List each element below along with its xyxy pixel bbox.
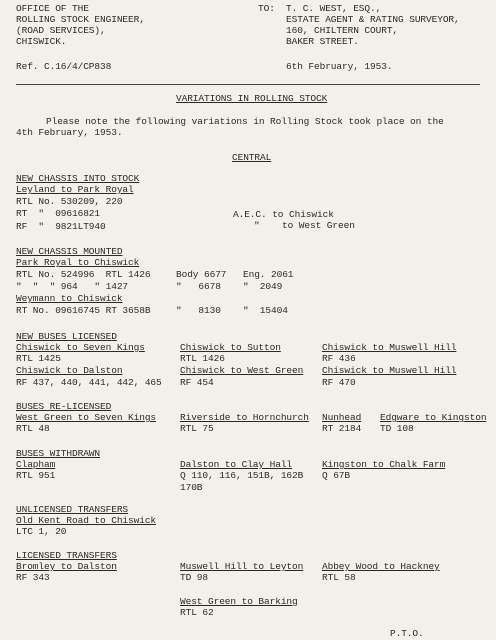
route-label: Muswell Hill to Leyton [180, 561, 304, 572]
route-label: Chiswick to West Green [180, 365, 304, 376]
route-label: Nunhead [322, 412, 362, 423]
vehicle-line: RT " 09616821 [16, 208, 101, 219]
to-line-3: 160, CHILTERN COURT, [286, 25, 399, 36]
from-line-3: (ROAD SERVICES), [16, 25, 106, 36]
route-label: Bromley to Dalston [16, 561, 117, 572]
vehicle-line: RF 437, 440, 441, 442, 465 [16, 377, 162, 388]
section-heading: BUSES RE-LICENSED [16, 401, 112, 412]
section-heading: BUSES WITHDRAWN [16, 448, 101, 459]
vehicle-line: RTL 62 [180, 607, 214, 618]
please-turn-over: P.T.O. [390, 628, 424, 639]
destination-note: " to West Green [254, 220, 355, 231]
vehicle-line: RTL 1425 [16, 353, 61, 364]
from-line-1: OFFICE OF THE [16, 3, 89, 14]
route-label: West Green to Barking [180, 596, 298, 607]
vehicle-line: Q 67B [322, 470, 351, 481]
header-rule [16, 84, 480, 85]
route-label: Old Kent Road to Chiswick [16, 515, 157, 526]
vehicle-line: " " " 964 " 1427 [16, 281, 129, 292]
vehicle-line: RF 454 [180, 377, 214, 388]
engine-number: " 15404 [243, 305, 288, 316]
to-label: TO: [258, 3, 275, 14]
section-heading: UNLICENSED TRANSFERS [16, 504, 129, 515]
route-label: Chiswick to Sutton [180, 342, 281, 353]
route-label: Chiswick to Dalston [16, 365, 123, 376]
destination-note: A.E.C. to Chiswick [233, 209, 334, 220]
vehicle-line: RT No. 09616745 RT 3658B [16, 305, 151, 316]
vehicle-line: RT 2184 [322, 423, 362, 434]
vehicle-line: TD 98 [180, 572, 209, 583]
body-number: " 8130 [176, 305, 221, 316]
intro-line-1: Please note the following variations in Rolling Stock took place on the [46, 116, 444, 127]
route-label: Clapham [16, 459, 56, 470]
route-label: Park Royal to Chiswick [16, 257, 140, 268]
vehicle-line: RTL 75 [180, 423, 214, 434]
vehicle-line: RTL 951 [16, 470, 56, 481]
engine-number: Eng. 2061 [243, 269, 294, 280]
route-label: Abbey Wood to Hackney [322, 561, 440, 572]
route-label: Chiswick to Muswell Hill [322, 342, 457, 353]
to-line-4: BAKER STREET. [286, 36, 359, 47]
vehicle-line: RTL No. 524996 RTL 1426 [16, 269, 151, 280]
vehicle-line: TD 108 [380, 423, 414, 434]
vehicle-line: RF 436 [322, 353, 356, 364]
vehicle-line: RF 343 [16, 572, 50, 583]
body-number: Body 6677 [176, 269, 227, 280]
vehicle-line: RTL 1426 [180, 353, 225, 364]
route-label: Chiswick to Seven Kings [16, 342, 145, 353]
vehicle-line: RTL 48 [16, 423, 50, 434]
intro-line-2: 4th February, 1953. [16, 127, 123, 138]
route-label: Kingston to Chalk Farm [322, 459, 446, 470]
vehicle-line: RTL No. 530209, 220 [16, 196, 123, 207]
section-heading: LICENSED TRANSFERS [16, 550, 117, 561]
route-label: Weymann to Chiswick [16, 293, 123, 304]
vehicle-line: Q 110, 116, 151B, 162B [180, 470, 304, 481]
reference: Ref. C.16/4/CP838 [16, 61, 112, 72]
route-label: Leyland to Park Royal [16, 184, 134, 195]
from-line-4: CHISWICK. [16, 36, 67, 47]
vehicle-line: RF " 9821LT940 [16, 221, 106, 232]
section-heading: NEW CHASSIS MOUNTED [16, 246, 123, 257]
vehicle-line: LTC 1, 20 [16, 526, 67, 537]
route-label: West Green to Seven Kings [16, 412, 157, 423]
to-line-2: ESTATE AGENT & RATING SURVEYOR, [286, 14, 460, 25]
route-label: Riverside to Hornchurch [180, 412, 309, 423]
to-line-1: T. C. WEST, ESQ., [286, 3, 382, 14]
vehicle-line: RTL 58 [322, 572, 356, 583]
route-label: Edgware to Kingston [380, 412, 487, 423]
area-heading: CENTRAL [232, 152, 272, 163]
vehicle-line: RF 470 [322, 377, 356, 388]
section-heading: NEW CHASSIS INTO STOCK [16, 173, 140, 184]
vehicle-line: 170B [180, 482, 203, 493]
document-title: VARIATIONS IN ROLLING STOCK [176, 93, 328, 104]
body-number: " 6678 [176, 281, 221, 292]
engine-number: " 2049 [243, 281, 283, 292]
section-heading: NEW BUSES LICENSED [16, 331, 117, 342]
route-label: Dalston to Clay Hall [180, 459, 293, 470]
route-label: Chiswick to Muswell Hill [322, 365, 457, 376]
date: 6th February, 1953. [286, 61, 393, 72]
from-line-2: ROLLING STOCK ENGINEER, [16, 14, 145, 25]
